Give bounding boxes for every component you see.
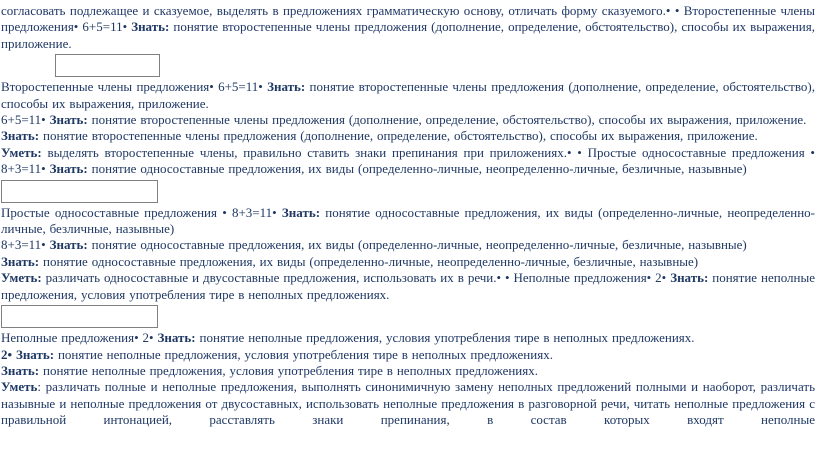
bold-text-run: Знать: xyxy=(49,161,88,177)
bold-text-run: Знать: xyxy=(267,79,306,95)
paragraph xyxy=(1,112,815,128)
text-run: понятие односоставные предложения, их виды (определенно-личные, неопределенно-личные, безличные, назывные) xyxy=(87,237,747,253)
paragraph xyxy=(1,205,815,238)
bold-text-run: Уметь: xyxy=(1,270,42,286)
text-run: понятие односоставные предложения, их виды (определенно-личные, неопределенно-личные, безличные, назывные) xyxy=(1,204,815,237)
paragraph xyxy=(1,79,815,112)
paragraph xyxy=(1,347,815,363)
text-run: 8+3=11• xyxy=(1,237,50,253)
paragraph xyxy=(1,379,815,428)
paragraph xyxy=(1,254,815,270)
bold-text-run: Знать: xyxy=(49,237,88,253)
document-body xyxy=(1,3,815,429)
paragraph xyxy=(1,270,815,303)
text-run: : различать полные и неполные предложения, выполнять синонимичную замену неполных предложений полными и наоборот, различать назывные и неполные предложения от двусоставных, использовать неполные предложения в разговорной речи, читать неполные предложения с правильной интонацией, расставлять знаки препинания, в состав которых входят неполные xyxy=(1,379,815,428)
text-run: понятие второстепенные члены предложения (дополнение, определение, обстоятельство), способы их выражения, приложение. xyxy=(87,112,807,128)
text-run: понятие второстепенные члены предложения (дополнение, определение, обстоятельство), способы их выражения, приложение. xyxy=(1,79,815,111)
text-run: понятие односоставные предложения, их виды (определенно-личные, неопределенно-личные, безличные, назывные) xyxy=(87,161,747,177)
bold-text-run: Знать: xyxy=(49,112,88,128)
text-run: согласовать подлежащее и сказуемое, выделять в предложениях грамматическую основу, отличать форму сказуемого.• • Второстепенные члены предложения• 6+5=11• xyxy=(1,3,815,35)
text-run: Простые односоставные предложения • 8+3=11• xyxy=(1,204,282,220)
text-run: понятие односоставные предложения, их виды (определенно-личные, неопределенно-личные, безличные, назывные) xyxy=(39,253,699,269)
text-run: различать односоставные и двусоставные предложения, использовать их в речи.• • Неполные предложения• 2• xyxy=(41,270,671,286)
text-run: понятие второстепенные члены предложения (дополнение, определение, обстоятельство), способы их выражения, приложение. xyxy=(1,19,815,51)
bold-text-run: Знать: xyxy=(1,128,40,144)
paragraph xyxy=(1,3,815,52)
text-run: Второстепенные члены предложения• 6+5=11• xyxy=(1,79,268,95)
bold-text-run: Знать: xyxy=(1,253,40,269)
paragraph xyxy=(1,237,815,253)
bold-text-run: Уметь xyxy=(1,379,38,395)
text-run: понятие неполные предложения, условия употребления тире в неполных предложениях. xyxy=(1,270,815,302)
text-run: понятие второстепенные члены предложения (дополнение, определение, обстоятельство), способы их выражения, приложение. xyxy=(39,128,758,144)
bold-text-run: 2• Знать: xyxy=(1,346,55,362)
paragraph xyxy=(1,330,815,346)
text-run: Неполные предложения• 2• xyxy=(1,330,158,346)
bold-text-run: Знать: xyxy=(670,270,709,286)
empty-table-cell xyxy=(1,305,158,328)
paragraph xyxy=(1,145,815,178)
bold-text-run: Знать: xyxy=(157,330,196,346)
paragraph xyxy=(1,363,815,379)
bold-text-run: Знать: xyxy=(281,204,321,220)
text-run: понятие неполные предложения, условия употребления тире в неполных предложениях. xyxy=(195,330,695,346)
paragraph xyxy=(1,128,815,144)
bold-text-run: Знать: xyxy=(1,362,40,378)
text-run: 6+5=11• xyxy=(1,112,50,128)
bold-text-run: Уметь: xyxy=(1,144,42,160)
text-run: выделять второстепенные члены, правильно ставить знаки препинания при приложениях.• • Простые односоставные предложения • 8+3=11• xyxy=(1,144,815,177)
bold-text-run: Знать: xyxy=(131,19,170,35)
empty-table-cell xyxy=(1,180,158,203)
empty-table-cell xyxy=(55,54,160,77)
text-run: понятие неполные предложения, условия употребления тире в неполных предложениях. xyxy=(54,346,553,362)
text-run: понятие неполные предложения, условия употребления тире в неполных предложениях. xyxy=(39,362,538,378)
